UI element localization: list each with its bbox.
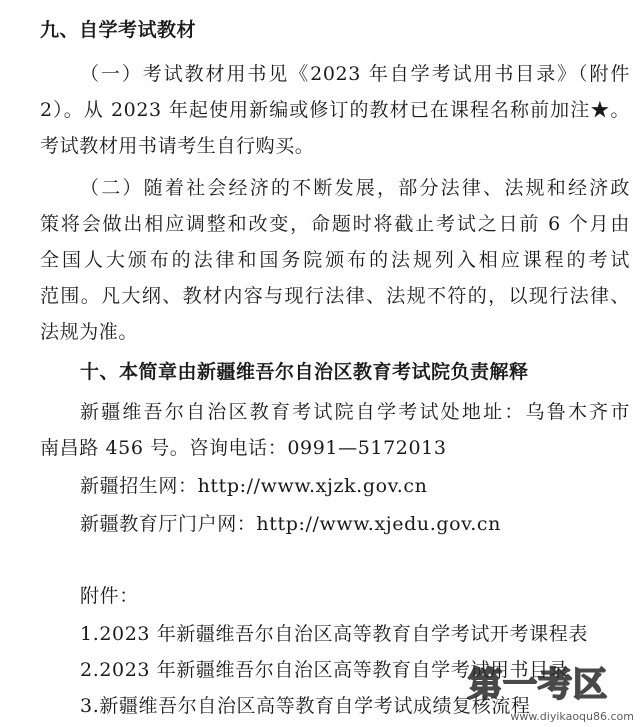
attachment-item-3: 3.新疆维吾尔自治区高等教育自学考试成绩复核流程: [80, 695, 531, 717]
section-9-para-2-line-4: 范围。凡大纲、教材内容与现行法律、法规不符的，以现行法律、: [40, 285, 630, 307]
address-line-2: 南昌路 456 号。咨询电话：0991—5172013: [40, 437, 447, 459]
site-watermark-logo: [468, 665, 638, 725]
section-10-heading: 十、本简章由新疆维吾尔自治区教育考试院负责解释: [80, 361, 529, 383]
address-line-1: 新疆维吾尔自治区教育考试院自学考试处地址：乌鲁木齐市: [80, 401, 630, 423]
section-9-para-2-line-1: （二）随着社会经济的不断发展，部分法律、法规和经济政: [80, 177, 630, 199]
section-9-para-2-line-2: 策将会做出相应调整和改变，命题时将截止考试之日前 6 个月由: [40, 213, 630, 235]
watermark-url: www.diyikaoqu86.com: [510, 710, 634, 723]
section-9-para-2-line-5: 法规为准。: [40, 321, 139, 343]
watermark-title: 第一考区: [468, 665, 608, 705]
section-9-para-1-line-1: （一）考试教材用书见《2023 年自学考试用书目录》（附件: [80, 63, 630, 85]
section-9-para-2-line-3: 全国人大颁布的法律和国务院颁布的法规列入相应课程的考试: [40, 249, 630, 271]
attachment-item-2: 2.2023 年新疆维吾尔自治区高等教育自学考试用书目录: [80, 659, 569, 681]
attachment-item-1: 1.2023 年新疆维吾尔自治区高等教育自学考试开考课程表: [80, 623, 588, 645]
section-9-para-1-line-2: 2）。从 2023 年起使用新编或修订的教材已在课程名称前加注★。: [40, 99, 630, 121]
section-9-heading: 九、自学考试教材: [40, 19, 197, 41]
section-9-para-1-line-3: 考试教材用书请考生自行购买。: [40, 135, 315, 157]
attachments-label: 附件：: [80, 585, 139, 607]
recruit-website-line: 新疆招生网：http://www.xjzk.gov.cn: [80, 475, 428, 497]
edu-website-line: 新疆教育厅门户网：http://www.xjedu.gov.cn: [80, 513, 501, 535]
